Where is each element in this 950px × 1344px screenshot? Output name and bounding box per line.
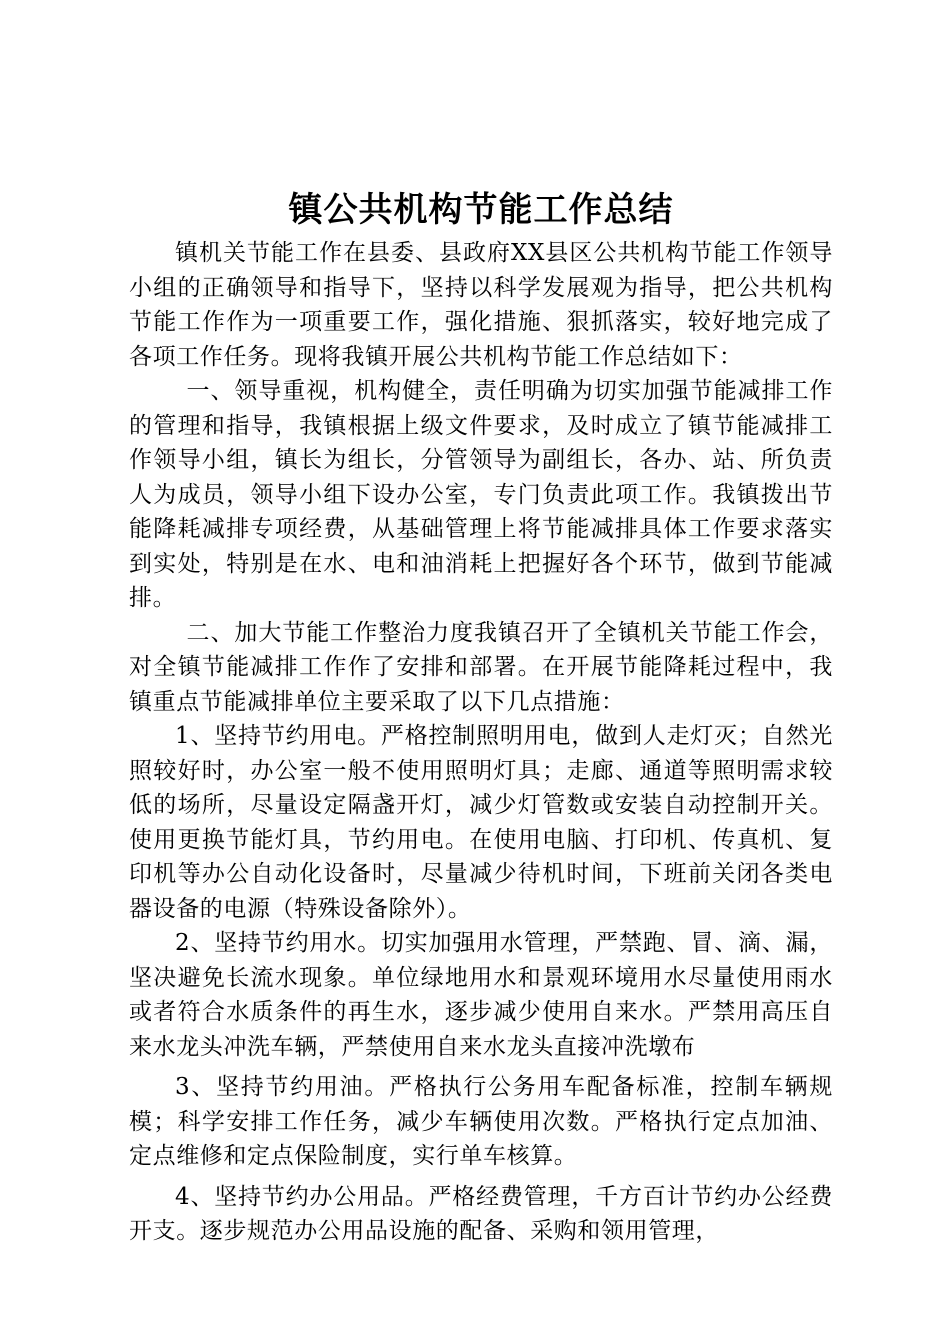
document-title: 镇公共机构节能工作总结	[288, 190, 674, 230]
document-page	[129, 0, 833, 1249]
section-2-paragraph: 二、加大节能工作整治力度我镇召开了全镇机关节能工作会，对全镇节能减排工作作了安排和部署。在开展节能降耗过程中，我镇重点节能减排单位主要采取了以下几点措施：	[129, 619, 833, 715]
section-1-paragraph: 一、领导重视，机构健全，责任明确为切实加强节能减排工作的管理和指导，我镇根据上级文件要求，及时成立了镇节能减排工作领导小组，镇长为组长，分管领导为副组长，各办、站、所负责人为成员，领导小组下设办公室，专门负责此项工作。我镇拨出节能降耗减排专项经费，从基础管理上将节能减排具体工作要求落实到实处，特别是在水、电和油消耗上把握好各个环节，做到节能减排。	[129, 378, 833, 611]
measure-office-supplies-paragraph: 4、坚持节约办公用品。严格经费管理，千方百计节约办公经费开支。逐步规范办公用品设施的配备、采购和领用管理，	[129, 1183, 833, 1244]
intro-paragraph: 镇机关节能工作在县委、县政府XX县区公共机构节能工作领导小组的正确领导和指导下，坚持以科学发展观为指导，把公共机构节能工作作为一项重要工作，强化措施、狠抓落实，较好地完成了各项工作任务。现将我镇开展公共机构节能工作总结如下：	[129, 240, 833, 370]
measure-fuel-paragraph: 3、坚持节约用油。严格执行公务用车配备标准，控制车辆规模；科学安排工作任务，减少车辆使用次数。严格执行定点加油、定点维修和定点保险制度，实行单车核算。	[129, 1074, 833, 1169]
measure-water-paragraph: 2、坚持节约用水。切实加强用水管理，严禁跑、冒、滴、漏，坚决避免长流水现象。单位绿地用水和景观环境用水尽量使用雨水或者符合水质条件的再生水，逐步减少使用自来水。严禁用高压自来水龙头冲洗车辆，严禁使用自来水龙头直接冲洗墩布	[129, 930, 833, 1060]
document-body	[129, 236, 833, 1249]
measure-electricity-paragraph: 1、坚持节约用电。严格控制照明用电，做到人走灯灭；自然光照较好时，办公室一般不使用照明灯具；走廊、通道等照明需求较低的场所，尽量设定隔盏开灯，减少灯管数或安装自动控制开关。使用更换节能灯具，节约用电。在使用电脑、打印机、传真机、复印机等办公自动化设备时，尽量减少待机时间，下班前关闭各类电器设备的电源（特殊设备除外）。	[129, 723, 833, 922]
